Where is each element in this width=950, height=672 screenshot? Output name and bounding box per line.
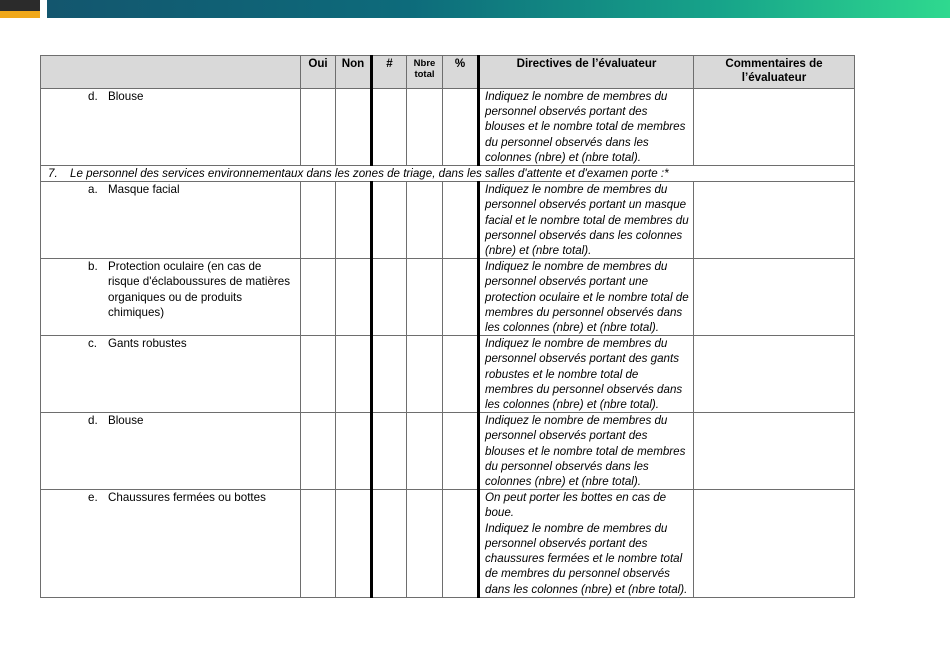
item-label: Gants robustes [108,337,187,351]
header-percent: % [443,56,479,89]
table-row [41,336,855,413]
percent-cell[interactable] [443,336,479,413]
header-gradient-band [47,0,950,18]
section-text: Le personnel des services environnementaux dans les zones de triage, dans les salles d'attente et d'examen porte :* [70,167,669,181]
item-label: Protection oculaire (en cas de risque d'éclaboussures de matières organiques ou de produits chimiques) [108,260,291,319]
item-letter: b. [88,260,98,274]
comment-cell[interactable] [694,490,855,597]
header-non: Non [336,56,372,89]
oui-cell[interactable] [301,336,336,413]
item-cell [41,259,301,336]
directive-note: On peut porter les bottes en cas de boue. [485,491,667,520]
directive-text: Indiquez le nombre de membres du personnel observés portant des chaussures fermées et le nombre total de membres du personnel observés dans les colonnes (nbre) et (nbre total). [485,521,688,596]
table-header-row [41,56,855,89]
item-cell [41,89,301,166]
evaluation-table [40,55,855,598]
directive-cell: Indiquez le nombre de membres du personnel observés portant des gants robustes et le nombre total de membres du personnel observés dans les colonnes (nbre) et (nbre total). [479,336,694,413]
non-cell[interactable] [336,413,372,490]
oui-cell[interactable] [301,182,336,259]
non-cell[interactable] [336,490,372,597]
comment-cell[interactable] [694,89,855,166]
oui-cell[interactable] [301,89,336,166]
header-accent-dark [0,0,40,11]
percent-cell[interactable] [443,182,479,259]
non-cell[interactable] [336,336,372,413]
item-letter: c. [88,337,98,351]
comment-cell[interactable] [694,336,855,413]
oui-cell[interactable] [301,490,336,597]
item-label: Blouse [108,414,144,428]
percent-cell[interactable] [443,259,479,336]
total-cell[interactable] [407,490,443,597]
section-number: 7. [48,167,58,181]
section-heading [41,166,855,182]
item-label: Chaussures fermées ou bottes [108,491,266,505]
directive-cell: Indiquez le nombre de membres du personnel observés portant des blouses et le nombre total de membres du personnel observés dans les colonnes (nbre) et (nbre total). [479,89,694,166]
count-cell[interactable] [372,182,407,259]
table-row [41,182,855,259]
directive-cell: Indiquez le nombre de membres du personnel observés portant des blouses et le nombre total de membres du personnel observés dans les colonnes (nbre) et (nbre total). [479,413,694,490]
percent-cell[interactable] [443,413,479,490]
item-letter: d. [88,90,98,103]
total-cell[interactable] [407,89,443,166]
non-cell[interactable] [336,182,372,259]
comment-cell[interactable] [694,413,855,490]
percent-cell[interactable] [443,490,479,597]
item-letter: a. [88,183,98,197]
count-cell[interactable] [372,89,407,166]
item-label: Blouse [108,90,144,103]
item-letter: d. [88,414,98,428]
header-total: Nbre total [407,56,443,89]
table-row [41,413,855,490]
table-row [41,89,855,166]
total-cell[interactable] [407,336,443,413]
header-directives: Directives de l’évaluateur [479,56,694,89]
item-cell [41,336,301,413]
count-cell[interactable] [372,413,407,490]
header-oui: Oui [301,56,336,89]
section-row [41,166,855,182]
item-cell [41,413,301,490]
item-cell [41,182,301,259]
total-cell[interactable] [407,259,443,336]
count-cell[interactable] [372,336,407,413]
total-cell[interactable] [407,182,443,259]
oui-cell[interactable] [301,259,336,336]
directive-cell: Indiquez le nombre de membres du personnel observés portant un masque facial et le nombre total de membres du personnel observés dans les colonnes (nbre) et (nbre total). [479,182,694,259]
item-letter: e. [88,491,98,505]
oui-cell[interactable] [301,413,336,490]
item-cell [41,490,301,597]
comment-cell[interactable] [694,259,855,336]
table-row [41,490,855,597]
count-cell[interactable] [372,490,407,597]
table-row [41,259,855,336]
header-count: # [372,56,407,89]
non-cell[interactable] [336,259,372,336]
percent-cell[interactable] [443,89,479,166]
directive-cell [479,490,694,597]
item-label: Masque facial [108,183,180,197]
header-comments: Commentaires de l’évaluateur [694,56,855,89]
comment-cell[interactable] [694,182,855,259]
header-accent-orange [0,11,40,18]
count-cell[interactable] [372,259,407,336]
non-cell[interactable] [336,89,372,166]
directive-cell: Indiquez le nombre de membres du personnel observés portant une protection oculaire et le nombre total de membres du personnel observés dans les colonnes (nbre) et (nbre total). [479,259,694,336]
header-item [41,56,301,89]
total-cell[interactable] [407,413,443,490]
